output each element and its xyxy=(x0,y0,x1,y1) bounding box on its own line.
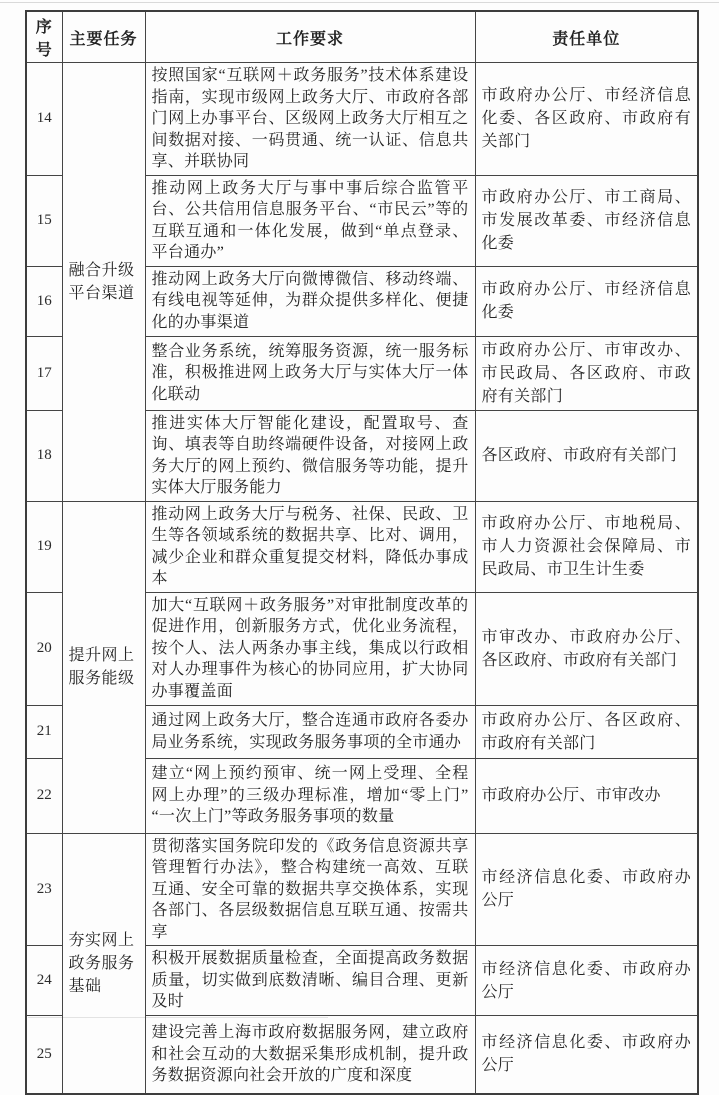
table-row xyxy=(26,501,698,592)
row-number-cell: 19 xyxy=(26,501,62,592)
unit-cell: 市政府办公厅、市工商局、市发展改革委、市经济信息化委 xyxy=(475,175,698,266)
header-responsible-unit: 责任单位 xyxy=(475,11,698,63)
row-number-cell: 16 xyxy=(26,266,62,336)
unit-cell: 市政府办公厅、市审改办、市民政局、各区政府、市政府有关部门 xyxy=(475,336,698,410)
requirement-cell: 加大“互联网＋政务服务”对审批制度改革的促进作用，创新服务方式，优化业务流程，按个人、法人两条办事主线，集成以行政相对人办理事件为核心的协同应用，扩大协同办事覆盖面 xyxy=(145,592,475,705)
unit-cell: 各区政府、市政府有关部门 xyxy=(475,410,698,501)
row-number-cell: 14 xyxy=(26,63,62,176)
unit-cell: 市政府办公厅、市经济信息化委 xyxy=(475,266,698,336)
row-number-cell: 21 xyxy=(26,705,62,758)
row-number-cell: 18 xyxy=(26,410,62,501)
requirement-cell: 推动网上政务大厅向微博微信、移动终端、有线电视等延伸，为群众提供多样化、便捷化的办事渠道 xyxy=(145,266,475,336)
row-number-cell: 20 xyxy=(26,592,62,705)
unit-cell: 市政府办公厅、各区政府、市政府有关部门 xyxy=(475,705,698,758)
row-number-cell: 25 xyxy=(26,1016,62,1094)
requirement-cell: 推动网上政务大厅与税务、社保、民政、卫生等各领域系统的数据共享、比对、调用，减少企业和群众重复提交材料，降低办事成本 xyxy=(145,501,475,592)
requirement-cell: 通过网上政务大厅，整合连通市政府各委办局业务系统，实现政务服务事项的全市通办 xyxy=(145,705,475,758)
task-group-cell: 夯实网上政务服务基础 xyxy=(62,833,145,1094)
row-number-cell: 23 xyxy=(26,833,62,946)
requirement-cell: 按照国家“互联网＋政务服务”技术体系建设指南，实现市级网上政务大厅、市政府各部门网上办事平台、区级网上政务大厅相互之间数据对接、一码贯通、统一认证、信息共享、并联协同 xyxy=(145,63,475,176)
unit-cell: 市政府办公厅、市审改办 xyxy=(475,758,698,833)
table-header-row xyxy=(26,11,698,63)
task-assignment-table xyxy=(25,10,699,1095)
requirement-cell: 推动网上政务大厅与事中事后综合监管平台、公共信用信息服务平台、“市民云”等的互联互通和一体化发展，做到“单点登录、平台通办” xyxy=(145,175,475,266)
row-number-cell: 17 xyxy=(26,336,62,410)
header-main-task: 主要任务 xyxy=(62,11,145,63)
unit-cell: 市审改办、市政府办公厅、各区政府、市政府有关部门 xyxy=(475,592,698,705)
requirement-cell: 积极开展数据质量检查，全面提高政务数据质量，切实做到底数清晰、编目合理、更新及时 xyxy=(145,946,475,1016)
requirement-cell: 建立“网上预约预审、统一网上受理、全程网上办理”的三级办理标准，增加“零上门”“一次上门”等政务服务事项的数量 xyxy=(145,758,475,833)
requirement-cell: 推进实体大厅智能化建设，配置取号、查询、填表等自助终端硬件设备，对接网上政务大厅的网上预约、微信服务等功能，提升实体大厅服务能力 xyxy=(145,410,475,501)
unit-cell: 市经济信息化委、市政府办公厅 xyxy=(475,833,698,946)
requirement-cell: 建设完善上海市政府数据服务网，建立政府和社会互动的大数据采集形成机制，提升政务数据资源向社会开放的广度和深度 xyxy=(145,1016,475,1094)
header-serial-number: 序号 xyxy=(26,11,62,63)
row-number-cell: 22 xyxy=(26,758,62,833)
row-number-cell: 24 xyxy=(26,946,62,1016)
row-number-cell: 15 xyxy=(26,175,62,266)
requirement-cell: 整合业务系统，统筹服务资源，统一服务标准，积极推进网上政务大厅与实体大厅一体化联动 xyxy=(145,336,475,410)
page-scan-edge-top xyxy=(0,2,719,3)
table-row xyxy=(26,63,698,176)
header-work-requirement: 工作要求 xyxy=(145,11,475,63)
unit-cell: 市经济信息化委、市政府办公厅 xyxy=(475,1016,698,1094)
requirement-cell: 贯彻落实国务院印发的《政务信息资源共享管理暂行办法》，整合构建统一高效、互联互通、安全可靠的数据共享交换体系，实现各部门、各层级数据信息互联互通、按需共享 xyxy=(145,833,475,946)
table-row xyxy=(26,833,698,946)
unit-cell: 市政府办公厅、市地税局、市人力资源社会保障局、市民政局、市卫生计生委 xyxy=(475,501,698,592)
unit-cell: 市政府办公厅、市经济信息化委、各区政府、市政府有关部门 xyxy=(475,63,698,176)
task-group-cell: 融合升级平台渠道 xyxy=(62,63,145,502)
unit-cell: 市经济信息化委、市政府办公厅 xyxy=(475,946,698,1016)
task-group-cell: 提升网上服务能级 xyxy=(62,501,145,833)
